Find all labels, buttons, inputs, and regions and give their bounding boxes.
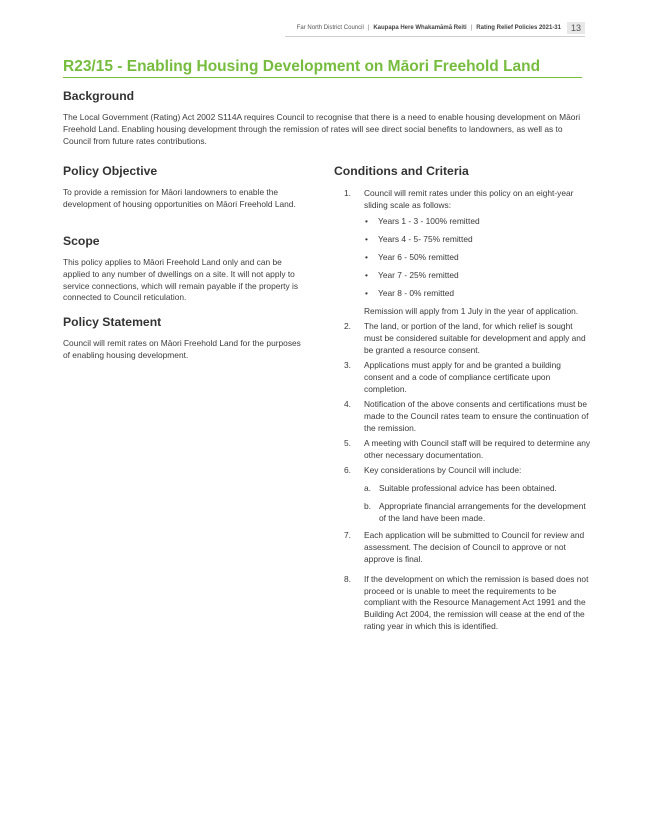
condition-text: The land, or portion of the land, for which relief is sought must be considered suitable for development and apply and be granted a resource consent. <box>364 321 586 355</box>
list-item: • Years 1 - 3 - 100% remitted <box>365 215 480 226</box>
scale-note: Remission will apply from 1 July in the year of application. <box>364 306 579 317</box>
background-heading: Background <box>63 89 135 103</box>
policy-statement-text: Council will remit rates on Māori Freehold Land for the purposes of enabling housing development. <box>63 338 301 360</box>
header-separator: | <box>470 25 473 31</box>
condition-item: 1. Council will remit rates under this policy on an eight-year sliding scale as follows: • Years 1 - 3 - 100% remitted • Years 4 - 5- 75% remitted • Year 6 - 50% remitted • Year 7 - 25% remitted • Year 8 - 0% remitted Remission will apply from 1 July in the year of application. <box>344 188 592 318</box>
list-item: • Year 7 - 25% remitted <box>365 269 459 280</box>
condition-item: 8. If the development on which the remission is based does not proceed or is unable to meet the requirements to be compliant with the Resource Management Act 1991 and the Building Act 2004, the remission will cease at the end of the rating year in which this is identified. <box>344 574 592 633</box>
scope-text: This policy applies to Māori Freehold Land only and can be applied to any number of dwellings on a site. It will not apply to service connections, which will remain payable if the property is connected to Council reticulation. <box>63 257 299 303</box>
condition-item: 5. A meeting with Council staff will be required to determine any other necessary documentation. <box>344 438 591 460</box>
list-item: • Years 4 - 5- 75% remitted <box>365 233 473 244</box>
condition-text: Each application will be submitted to Council for review and assessment. The decision of Council to approve or not approve is final. <box>364 530 585 564</box>
page-header <box>60 20 585 36</box>
list-item: • Year 6 - 50% remitted <box>365 251 459 262</box>
condition-text: If the development on which the remission is based does not proceed or is unable to meet the requirements to be compliant with the Resource Management Act 1991 and the Building Act 2004, the remission will cease at the end of the rating year in which this is identified. <box>364 573 589 631</box>
conditions-heading: Conditions and Criteria <box>334 164 469 178</box>
scope-heading: Scope <box>63 234 100 248</box>
list-item: a. Suitable professional advice has been obtained. <box>364 482 557 493</box>
background-text: The Local Government (Rating) Act 2002 S114A requires Council to recognise that there is a need to enable housing development on Māori Freehold Land. Enabling housing development through the remission of rates will see direct social benefits to landowners, as well as to Council from future rates contributions. <box>63 112 581 146</box>
condition-item: 4. Notification of the above consents and certifications must be made to the Council rates team to ensure the continuation of the remission. <box>344 399 592 434</box>
page-title: R23/15 - Enabling Housing Development on Māori Freehold Land <box>63 58 582 78</box>
header-section: Rating Relief Policies 2021-31 <box>476 25 561 31</box>
header-plan: Kaupapa Here Whakamāmā Reiti <box>373 25 467 31</box>
condition-item: 6. Key considerations by Council will include: a. Suitable professional advice has been obtained. b. Appropriate financial arrangements for the development of the land have been made. <box>344 465 592 524</box>
list-item: b. Appropriate financial arrangements for the development of the land have been made. <box>364 500 586 523</box>
sliding-scale-list <box>364 216 592 300</box>
policy-statement-heading: Policy Statement <box>63 315 162 329</box>
policy-objective-text: To provide a remission for Māori landowners to enable the development of housing opportunities on Māori Freehold Land. <box>63 187 296 209</box>
header-separator: | <box>367 25 370 31</box>
conditions-list <box>344 188 592 636</box>
list-item: • Year 8 - 0% remitted <box>365 287 455 298</box>
condition-text: Notification of the above consents and certifications must be made to the Council rates team to ensure the continuation of the remission. <box>364 399 589 433</box>
considerations-list <box>364 483 592 524</box>
page-number: 13 <box>567 22 585 34</box>
conditions-section <box>334 164 594 631</box>
condition-text: Applications must apply for and be granted a building consent and a code of compliance certificate upon completion. <box>364 360 561 394</box>
header-divider <box>285 36 585 37</box>
policy-objective-heading: Policy Objective <box>63 164 158 178</box>
condition-item: 2. The land, or portion of the land, for which relief is sought must be considered suitable for development and apply and be granted a resource consent. <box>344 321 592 356</box>
condition-text: Council will remit rates under this policy on an eight-year sliding scale as follows: <box>364 188 574 210</box>
condition-item: 7. Each application will be submitted to Council for review and assessment. The decision of Council to approve or not approve is final. <box>344 530 592 565</box>
condition-text: Key considerations by Council will include: <box>364 465 522 476</box>
header-council: Far North District Council <box>296 25 364 31</box>
condition-text: A meeting with Council staff will be required to determine any other necessary documentation. <box>364 438 591 460</box>
condition-item: 3. Applications must apply for and be granted a building consent and a code of compliance certificate upon completion. <box>344 360 592 395</box>
